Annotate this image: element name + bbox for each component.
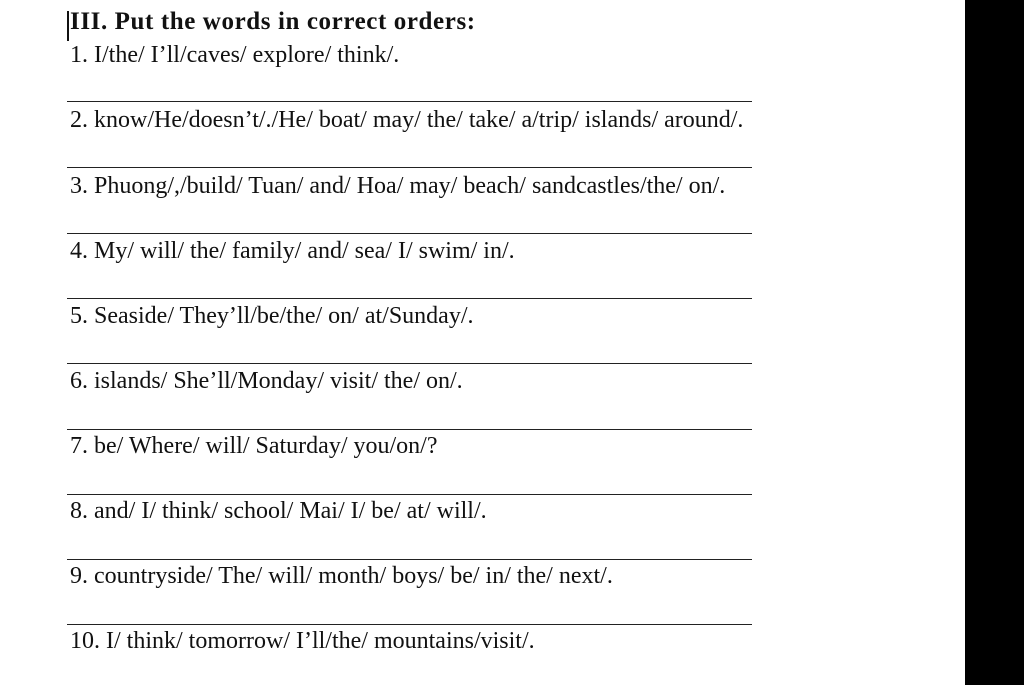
question-8: 8. and/ I/ think/ school/ Mai/ I/ be/ at/ will/. bbox=[70, 498, 487, 524]
question-10: 10. I/ think/ tomorrow/ I’ll/the/ mountains/visit/. bbox=[70, 628, 535, 654]
answer-line-9[interactable] bbox=[67, 624, 752, 625]
text-cursor bbox=[67, 11, 69, 41]
black-side-bar bbox=[965, 0, 1024, 685]
answer-line-1[interactable] bbox=[67, 101, 752, 102]
question-5: 5. Seaside/ They’ll/be/the/ on/ at/Sunday/. bbox=[70, 303, 474, 329]
answer-line-7[interactable] bbox=[67, 494, 752, 495]
question-7: 7. be/ Where/ will/ Saturday/ you/on/? bbox=[70, 433, 438, 459]
answer-line-5[interactable] bbox=[67, 363, 752, 364]
question-9: 9. countryside/ The/ will/ month/ boys/ be/ in/ the/ next/. bbox=[70, 563, 613, 589]
question-1: 1. I/the/ I’ll/caves/ explore/ think/. bbox=[70, 42, 400, 68]
question-4: 4. My/ will/ the/ family/ and/ sea/ I/ swim/ in/. bbox=[70, 238, 515, 264]
answer-line-6[interactable] bbox=[67, 429, 752, 430]
answer-line-8[interactable] bbox=[67, 559, 752, 560]
question-3: 3. Phuong/,/build/ Tuan/ and/ Hoa/ may/ beach/ sandcastles/the/ on/. bbox=[70, 173, 726, 199]
answer-line-4[interactable] bbox=[67, 298, 752, 299]
exercise-heading: III. Put the words in correct orders: bbox=[70, 8, 476, 35]
answer-line-2[interactable] bbox=[67, 167, 752, 168]
question-6: 6. islands/ She’ll/Monday/ visit/ the/ on/. bbox=[70, 368, 463, 394]
question-2: 2. know/He/doesn’t/./He/ boat/ may/ the/ take/ a/trip/ islands/ around/. bbox=[70, 107, 744, 133]
answer-line-3[interactable] bbox=[67, 233, 752, 234]
